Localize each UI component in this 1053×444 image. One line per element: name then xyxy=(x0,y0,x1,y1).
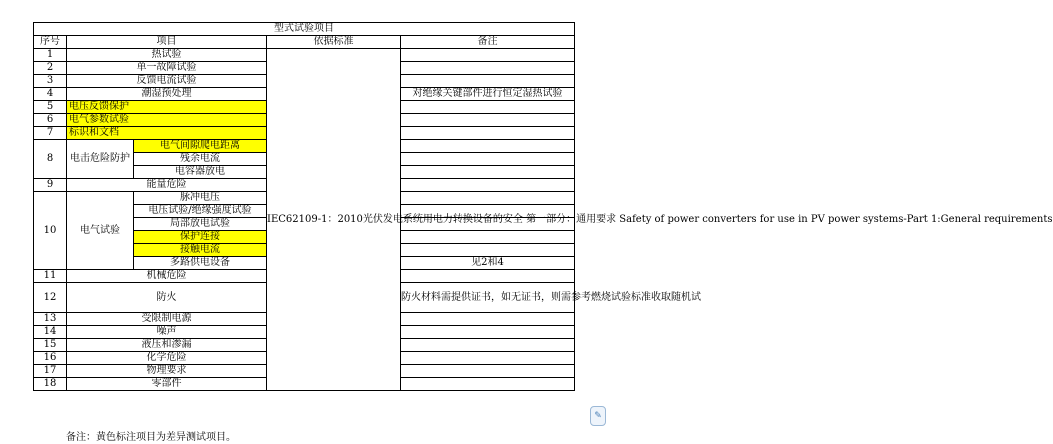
row-item: 热试验 xyxy=(67,49,267,62)
row-subitem: 脉冲电压 xyxy=(134,192,267,205)
row-no: 6 xyxy=(34,114,67,127)
header-note: 备注 xyxy=(401,36,575,49)
row-item: 潮湿预处理 xyxy=(67,88,267,101)
row-item: 液压和渗漏 xyxy=(67,339,267,352)
header-no: 序号 xyxy=(34,36,67,49)
row-item: 防火 xyxy=(67,283,267,313)
row-note xyxy=(401,244,575,257)
row-item: 物理要求 xyxy=(67,365,267,378)
float-tool-button[interactable] xyxy=(590,406,606,426)
row-subitem: 多路供电设备 xyxy=(134,257,267,270)
row-note xyxy=(401,339,575,352)
row-group-label: 电击危险防护 xyxy=(67,140,134,179)
row-subitem: 残余电流 xyxy=(134,153,267,166)
row-note: 对绝缘关键部件进行恒定湿热试验 xyxy=(401,88,575,101)
row-item: 能量危险 xyxy=(67,179,267,192)
row-subitem-highlighted: 接触电流 xyxy=(134,244,267,257)
row-no: 8 xyxy=(34,140,67,179)
row-no: 4 xyxy=(34,88,67,101)
row-no: 5 xyxy=(34,101,67,114)
tool-icon: ✎ xyxy=(594,411,602,421)
row-no: 2 xyxy=(34,62,67,75)
row-subitem-highlighted: 电气间隙爬电距离 xyxy=(134,140,267,153)
row-note xyxy=(401,326,575,339)
row-note xyxy=(401,352,575,365)
row-note xyxy=(401,49,575,62)
row-no: 12 xyxy=(34,283,67,313)
row-item: 反馈电流试验 xyxy=(67,75,267,88)
row-note xyxy=(401,114,575,127)
header-basis: 依据标准 xyxy=(267,36,401,49)
row-no: 9 xyxy=(34,179,67,192)
table-row xyxy=(34,49,575,62)
row-no: 11 xyxy=(34,270,67,283)
row-no: 14 xyxy=(34,326,67,339)
row-subitem: 电压试验/绝缘强度试验 xyxy=(134,205,267,218)
row-note xyxy=(401,140,575,153)
row-no: 17 xyxy=(34,365,67,378)
row-item: 噪声 xyxy=(67,326,267,339)
table-title-row xyxy=(34,23,575,36)
row-note: 防火材料需提供证书，如无证书，则需参考燃烧试验标准收取随机试 xyxy=(401,283,575,313)
row-item: 化学危险 xyxy=(67,352,267,365)
row-note xyxy=(401,101,575,114)
row-note xyxy=(401,153,575,166)
row-note xyxy=(401,270,575,283)
row-item-highlighted: 电压反馈保护 xyxy=(67,101,267,114)
row-item: 机械危险 xyxy=(67,270,267,283)
row-no: 15 xyxy=(34,339,67,352)
row-note xyxy=(401,378,575,391)
row-item-highlighted: 电气参数试验 xyxy=(67,114,267,127)
row-no: 16 xyxy=(34,352,67,365)
row-no: 7 xyxy=(34,127,67,140)
row-note xyxy=(401,365,575,378)
type-test-table xyxy=(33,22,1053,391)
row-item-highlighted: 标识和文档 xyxy=(67,127,267,140)
row-item: 受限制电源 xyxy=(67,313,267,326)
row-item: 单一故障试验 xyxy=(67,62,267,75)
table-header-row xyxy=(34,36,575,49)
row-note xyxy=(401,75,575,88)
row-note xyxy=(401,192,575,205)
row-note xyxy=(401,313,575,326)
row-subitem-highlighted: 保护连接 xyxy=(134,231,267,244)
table-title: 型式试验项目 xyxy=(34,23,575,36)
row-note xyxy=(401,231,575,244)
row-note xyxy=(401,166,575,179)
row-no: 10 xyxy=(34,192,67,270)
row-note xyxy=(401,62,575,75)
row-item: 零部件 xyxy=(67,378,267,391)
row-no: 13 xyxy=(34,313,67,326)
row-no: 3 xyxy=(34,75,67,88)
header-item: 项目 xyxy=(67,36,267,49)
standard-text: IEC62109-1：2010光伏发电系统用电力转换设备的安全 第一部分：通用要求 Safety of power converters for use in PV power systems-Part 1:General requirements xyxy=(267,213,1053,225)
row-no: 18 xyxy=(34,378,67,391)
row-subitem: 电容器放电 xyxy=(134,166,267,179)
row-subitem: 局部放电试验 xyxy=(134,218,267,231)
row-no: 1 xyxy=(34,49,67,62)
footnote: 备注：黄色标注项目为差异测试项目。 xyxy=(66,432,236,443)
row-note xyxy=(401,179,575,192)
row-note xyxy=(401,127,575,140)
row-group-label: 电气试验 xyxy=(67,192,134,270)
row-note: 见2和4 xyxy=(401,257,575,270)
